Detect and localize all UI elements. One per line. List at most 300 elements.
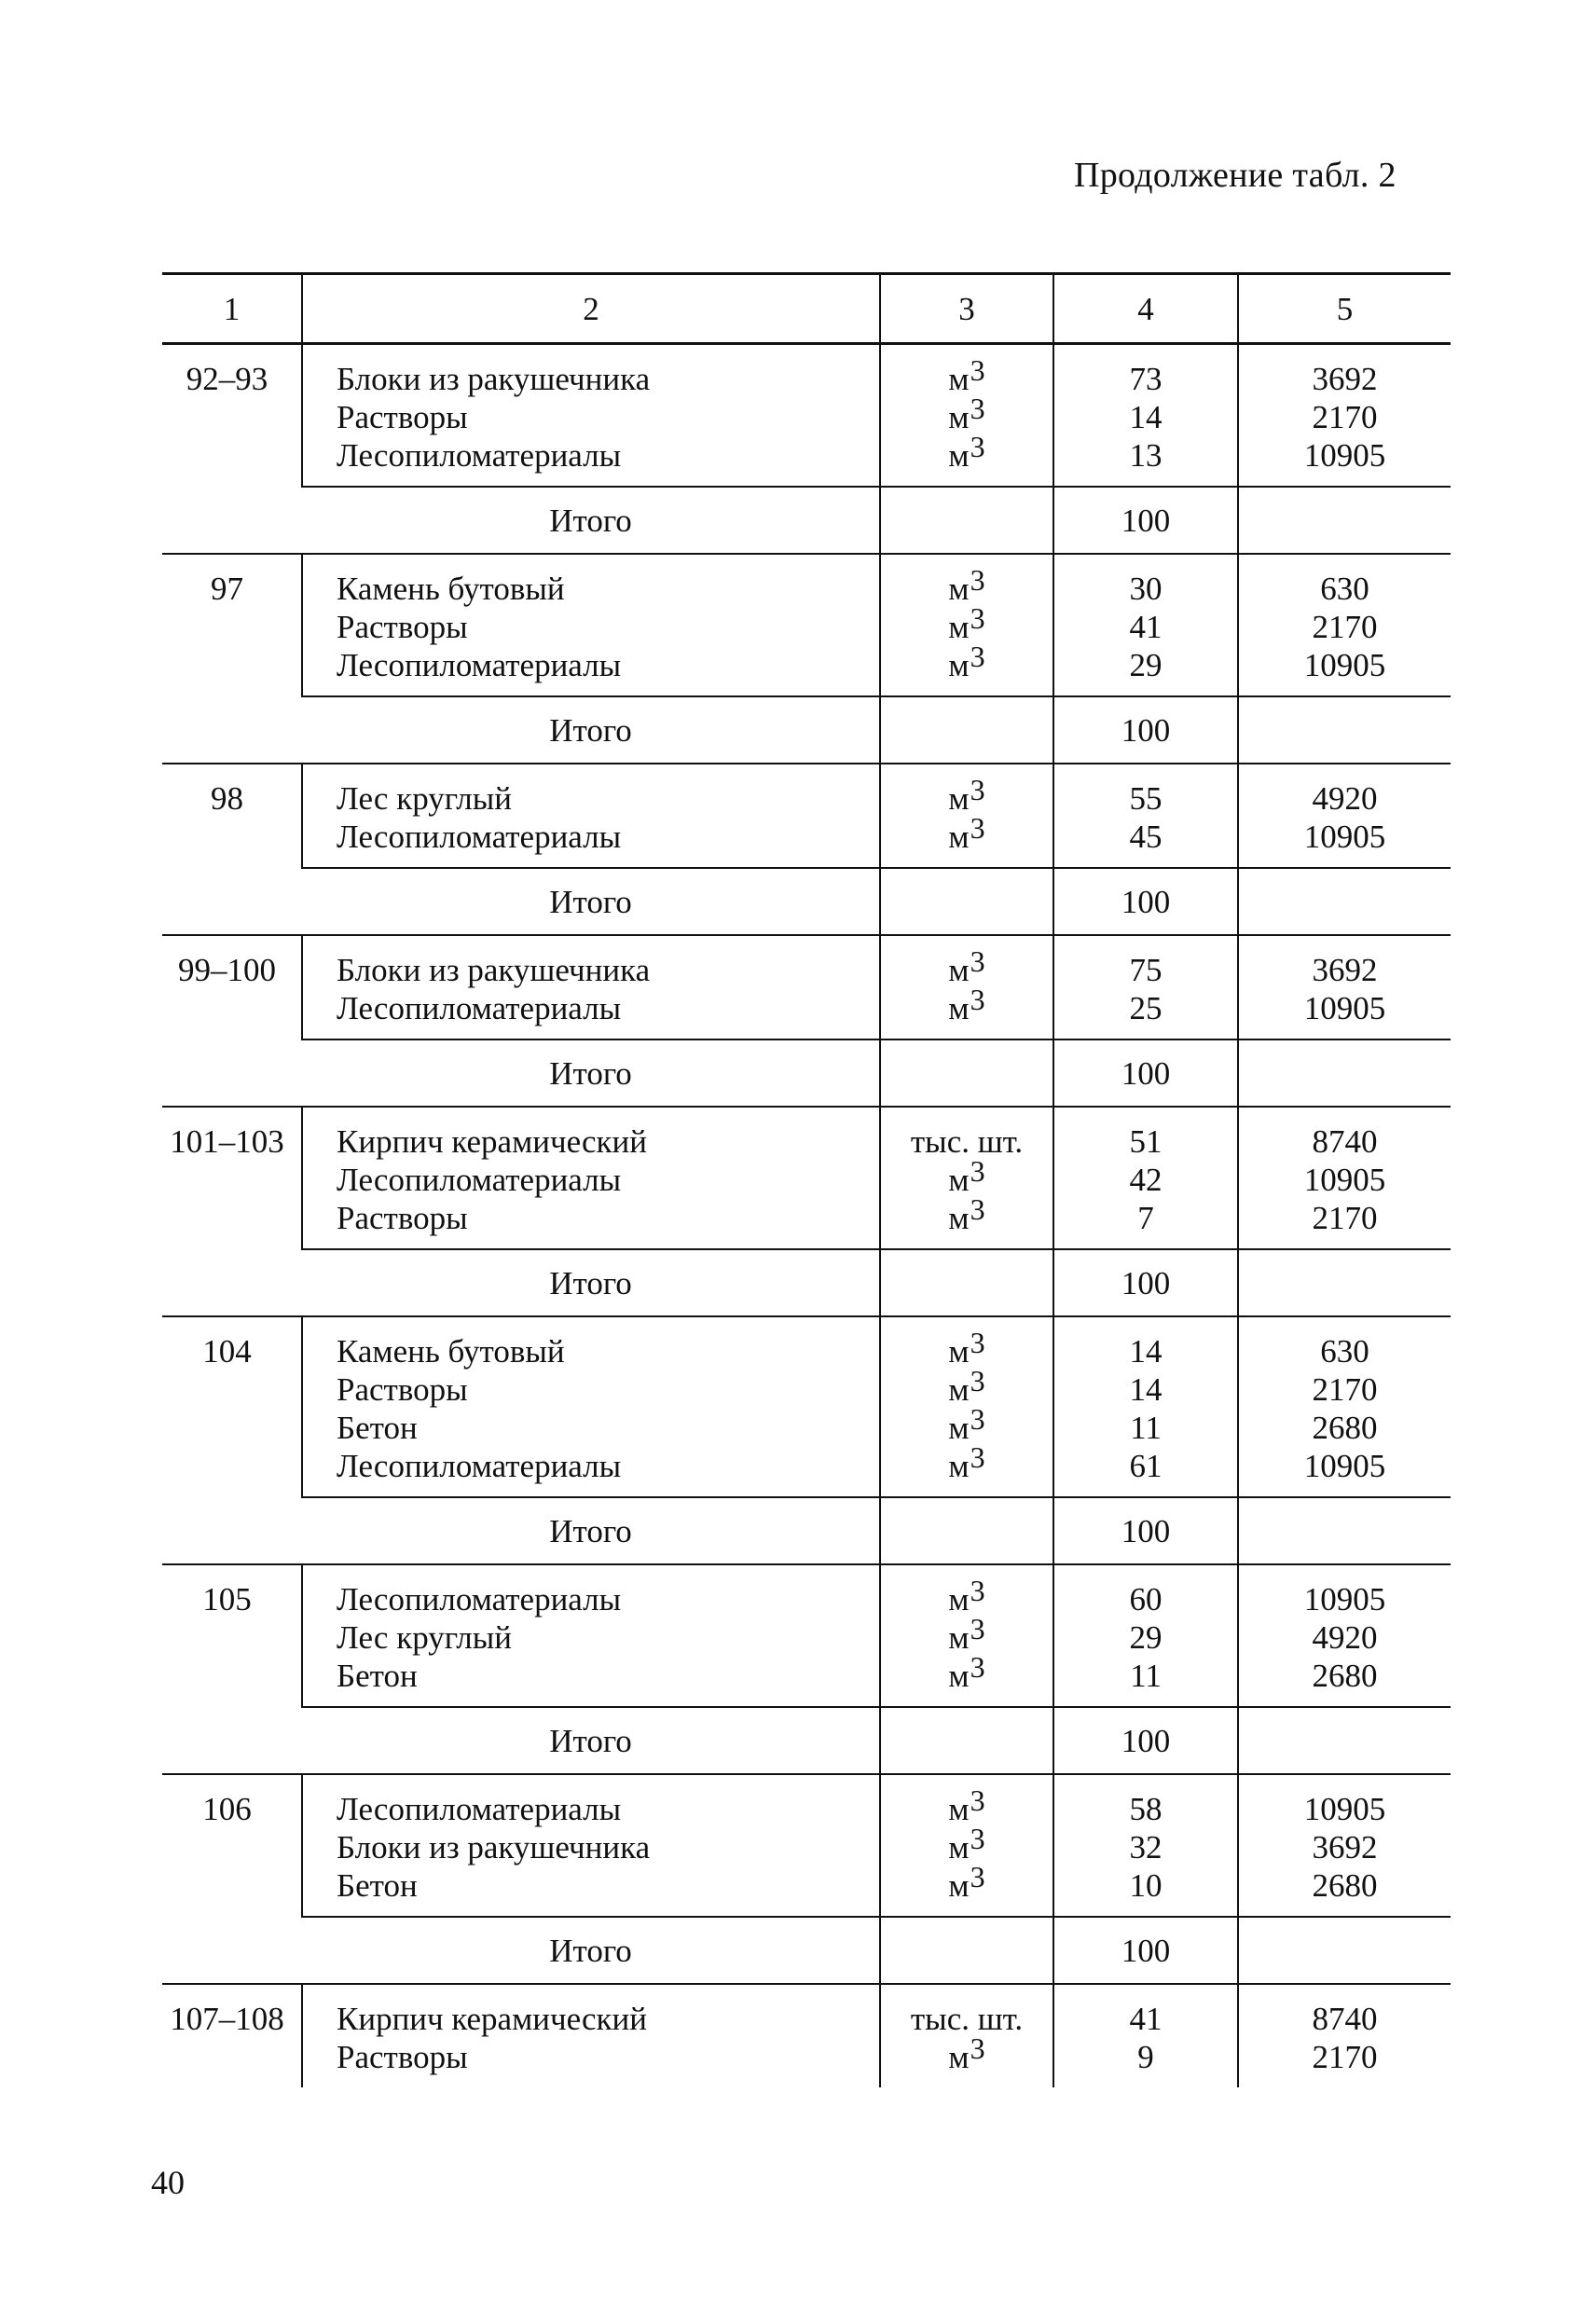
group-items-row <box>162 1984 1451 2087</box>
total-value: 100 <box>1053 868 1238 935</box>
material-name <box>337 1866 879 1905</box>
share-percent <box>1054 2038 1237 2076</box>
price-text: 2170 <box>1312 1200 1378 1236</box>
material-name-text: Бетон <box>337 1658 418 1694</box>
unit-exponent: 3 <box>970 353 985 387</box>
share-percent-text: 32 <box>1129 1829 1163 1866</box>
total-value: 100 <box>1053 1039 1238 1107</box>
total-value: 100 <box>1053 1707 1238 1774</box>
material-name-text: Лесопиломатериалы <box>337 1581 622 1618</box>
group-number-text: 101–103 <box>170 1123 284 1160</box>
unit-exponent: 3 <box>970 1612 985 1645</box>
price-text: 3692 <box>1312 952 1378 988</box>
unit-exponent: 3 <box>970 1402 985 1436</box>
header-cell: 3 <box>880 274 1053 344</box>
unit-exponent: 3 <box>970 1440 985 1474</box>
group-items-row <box>162 935 1451 1039</box>
material-name-text: Растворы <box>337 2039 468 2075</box>
material-name <box>337 1409 879 1447</box>
share-percent-cell <box>1053 554 1238 696</box>
unit <box>881 2000 1053 2038</box>
share-percent-cell <box>1053 1984 1238 2087</box>
total-label: Итого <box>302 1039 880 1107</box>
price-text: 630 <box>1320 571 1369 607</box>
price-text: 2170 <box>1312 399 1378 435</box>
material-name <box>337 1657 879 1695</box>
group-number <box>162 1316 302 1564</box>
share-percent-text: 30 <box>1129 571 1163 607</box>
price-cell <box>1238 1774 1451 1917</box>
price <box>1239 818 1451 856</box>
unit-text: тыс. шт. <box>910 1123 1024 1160</box>
material-name-text: Растворы <box>337 1371 468 1408</box>
unit-text: м <box>948 1448 970 1484</box>
price-text: 10905 <box>1303 1791 1386 1827</box>
share-percent-text: 14 <box>1129 399 1163 435</box>
unit <box>881 1122 1053 1161</box>
material-name <box>337 1618 879 1657</box>
material-name-cell <box>302 935 880 1039</box>
price-text: 2680 <box>1312 1658 1378 1694</box>
price <box>1239 436 1451 475</box>
price <box>1239 1866 1451 1905</box>
material-name-text: Лесопиломатериалы <box>337 990 622 1026</box>
unit <box>881 1612 1053 1657</box>
price <box>1239 951 1451 989</box>
price-cell <box>1238 344 1451 488</box>
unit-text: м <box>948 952 970 988</box>
group-number-text: 106 <box>202 1791 252 1827</box>
price <box>1239 1161 1451 1199</box>
unit-text: м <box>948 609 970 645</box>
unit <box>881 944 1053 989</box>
material-name <box>337 989 879 1027</box>
share-percent-text: 25 <box>1129 990 1163 1026</box>
unit <box>881 773 1053 818</box>
share-percent <box>1054 1199 1237 1237</box>
share-percent-text: 45 <box>1129 819 1163 855</box>
material-name <box>337 1828 879 1866</box>
price-text: 2170 <box>1312 609 1378 645</box>
price-text: 10905 <box>1303 437 1386 474</box>
share-percent <box>1054 1828 1237 1866</box>
unit <box>881 430 1053 475</box>
materials-table <box>162 272 1451 2087</box>
share-percent-text: 75 <box>1129 952 1163 988</box>
total-unit-empty <box>880 1039 1053 1107</box>
group-number <box>162 1774 302 1984</box>
share-percent-cell <box>1053 935 1238 1039</box>
share-percent-text: 51 <box>1129 1123 1163 1160</box>
total-value: 100 <box>1053 487 1238 554</box>
price <box>1239 1790 1451 1828</box>
material-name-text: Растворы <box>337 1200 468 1236</box>
material-name-text: Блоки из ракушечника <box>337 361 651 397</box>
share-percent <box>1054 1161 1237 1199</box>
total-label: Итого <box>302 1707 880 1774</box>
share-percent <box>1054 1122 1237 1161</box>
group-total-row <box>162 1707 1451 1774</box>
share-percent-text: 7 <box>1137 1200 1154 1236</box>
total-price-empty <box>1238 1039 1451 1107</box>
unit-exponent: 3 <box>970 811 985 845</box>
share-percent-text: 61 <box>1129 1448 1163 1484</box>
total-value: 100 <box>1053 1917 1238 1984</box>
total-price-empty <box>1238 487 1451 554</box>
material-name <box>337 608 879 646</box>
price <box>1239 1409 1451 1447</box>
material-name-cell <box>302 344 880 488</box>
share-percent <box>1054 360 1237 398</box>
material-name <box>337 779 879 818</box>
group-number-text: 99–100 <box>178 952 276 988</box>
price-text: 2680 <box>1312 1867 1378 1904</box>
unit-text: м <box>948 1658 970 1694</box>
unit-text: м <box>948 1200 970 1236</box>
unit-cell <box>880 1564 1053 1707</box>
unit <box>881 1154 1053 1199</box>
share-percent <box>1054 570 1237 608</box>
share-percent <box>1054 1657 1237 1695</box>
total-price-empty <box>1238 1917 1451 1984</box>
material-name <box>337 1790 879 1828</box>
total-unit-empty <box>880 1497 1053 1564</box>
material-name <box>337 646 879 684</box>
unit-text: м <box>948 1162 970 1198</box>
share-percent <box>1054 646 1237 684</box>
material-name-text: Растворы <box>337 609 468 645</box>
group-number <box>162 935 302 1107</box>
total-unit-empty <box>880 487 1053 554</box>
material-name <box>337 436 879 475</box>
price-text: 2680 <box>1312 1410 1378 1446</box>
material-name <box>337 1199 879 1237</box>
material-name-text: Лесопиломатериалы <box>337 647 622 683</box>
material-name-text: Бетон <box>337 1867 418 1904</box>
group-items-row <box>162 1564 1451 1707</box>
total-label: Итого <box>302 1917 880 1984</box>
group-total-row <box>162 1497 1451 1564</box>
group-number <box>162 344 302 555</box>
unit-text: м <box>948 819 970 855</box>
group-number <box>162 1107 302 1316</box>
price-text: 8740 <box>1312 2001 1378 2037</box>
price-text: 10905 <box>1303 1162 1386 1198</box>
share-percent-cell <box>1053 344 1238 488</box>
unit-cell <box>880 1984 1053 2087</box>
price <box>1239 608 1451 646</box>
unit-cell <box>880 764 1053 868</box>
group-total-row <box>162 1917 1451 1984</box>
share-percent-text: 14 <box>1129 1333 1163 1370</box>
group-total-row <box>162 1249 1451 1316</box>
unit-cell <box>880 344 1053 488</box>
price-text: 10905 <box>1303 647 1386 683</box>
material-name <box>337 570 879 608</box>
unit-exponent: 3 <box>970 1783 985 1817</box>
share-percent-text: 55 <box>1129 780 1163 817</box>
group-total-row <box>162 1039 1451 1107</box>
group-number <box>162 764 302 935</box>
share-percent-text: 9 <box>1137 2039 1154 2075</box>
group-items-row <box>162 764 1451 868</box>
unit <box>881 2031 1053 2076</box>
total-value: 100 <box>1053 1497 1238 1564</box>
group-total-row <box>162 868 1451 935</box>
total-unit-empty <box>880 696 1053 764</box>
group-total-row <box>162 696 1451 764</box>
unit-exponent: 3 <box>970 1364 985 1397</box>
unit <box>881 1364 1053 1409</box>
share-percent-text: 73 <box>1129 361 1163 397</box>
group-total-row <box>162 487 1451 554</box>
share-percent-text: 11 <box>1130 1410 1162 1446</box>
share-percent-cell <box>1053 1774 1238 1917</box>
share-percent <box>1054 1370 1237 1409</box>
group-number-text: 97 <box>211 571 243 607</box>
unit-text: м <box>948 571 970 607</box>
material-name-text: Лесопиломатериалы <box>337 1791 622 1827</box>
share-percent <box>1054 779 1237 818</box>
unit <box>881 1783 1053 1828</box>
material-name <box>337 360 879 398</box>
unit-exponent: 3 <box>970 773 985 806</box>
group-items-row <box>162 554 1451 696</box>
price <box>1239 1657 1451 1695</box>
total-price-empty <box>1238 696 1451 764</box>
price <box>1239 779 1451 818</box>
share-percent-text: 29 <box>1129 647 1163 683</box>
unit-exponent: 3 <box>970 1192 985 1226</box>
group-items-row <box>162 344 1451 488</box>
share-percent <box>1054 436 1237 475</box>
material-name-text: Кирпич керамический <box>337 2001 647 2037</box>
unit-cell <box>880 554 1053 696</box>
unit-text: м <box>948 437 970 474</box>
unit <box>881 353 1053 398</box>
share-percent <box>1054 1866 1237 1905</box>
table-body <box>162 344 1451 2088</box>
material-name-text: Лесопиломатериалы <box>337 1162 622 1198</box>
group-number-text: 92–93 <box>186 361 268 397</box>
unit-exponent: 3 <box>970 1650 985 1684</box>
price-text: 2170 <box>1312 1371 1378 1408</box>
share-percent-text: 10 <box>1129 1867 1163 1904</box>
material-name-text: Кирпич керамический <box>337 1123 647 1160</box>
group-number <box>162 1564 302 1774</box>
share-percent <box>1054 1618 1237 1657</box>
group-number-text: 105 <box>202 1581 252 1618</box>
total-price-empty <box>1238 1249 1451 1316</box>
unit <box>881 1326 1053 1370</box>
price <box>1239 1122 1451 1161</box>
total-unit-empty <box>880 1917 1053 1984</box>
price <box>1239 1199 1451 1237</box>
unit-cell <box>880 935 1053 1039</box>
price-cell <box>1238 1107 1451 1249</box>
price-cell <box>1238 764 1451 868</box>
total-unit-empty <box>880 1249 1053 1316</box>
share-percent-text: 60 <box>1129 1581 1163 1618</box>
total-label: Итого <box>302 1497 880 1564</box>
share-percent-cell <box>1053 764 1238 868</box>
material-name <box>337 2000 879 2038</box>
total-price-empty <box>1238 1497 1451 1564</box>
price-cell <box>1238 1564 1451 1707</box>
header-cell: 4 <box>1053 274 1238 344</box>
price <box>1239 1447 1451 1485</box>
group-number-text: 107–108 <box>170 2001 284 2037</box>
group-items-row <box>162 1774 1451 1917</box>
unit-text: м <box>948 1619 970 1656</box>
unit <box>881 1440 1053 1485</box>
unit <box>881 1574 1053 1618</box>
price <box>1239 2000 1451 2038</box>
unit-text: м <box>948 1791 970 1827</box>
material-name-text: Лесопиломатериалы <box>337 1448 622 1484</box>
total-price-empty <box>1238 868 1451 935</box>
material-name-text: Блоки из ракушечника <box>337 952 651 988</box>
share-percent <box>1054 1790 1237 1828</box>
unit <box>881 811 1053 856</box>
total-label: Итого <box>302 696 880 764</box>
share-percent-cell <box>1053 1316 1238 1497</box>
unit-exponent: 3 <box>970 1326 985 1359</box>
price-text: 10905 <box>1303 990 1386 1026</box>
price <box>1239 1618 1451 1657</box>
price <box>1239 1332 1451 1370</box>
unit-text: м <box>948 1581 970 1618</box>
share-percent <box>1054 608 1237 646</box>
price-text: 10905 <box>1303 1581 1386 1618</box>
material-name-text: Лес круглый <box>337 1619 513 1656</box>
total-label: Итого <box>302 868 880 935</box>
share-percent-text: 14 <box>1129 1371 1163 1408</box>
share-percent-text: 58 <box>1129 1791 1163 1827</box>
unit-exponent: 3 <box>970 601 985 635</box>
share-percent-text: 29 <box>1129 1619 1163 1656</box>
price-text: 4920 <box>1312 1619 1378 1656</box>
price-text: 4920 <box>1312 780 1378 817</box>
price-text: 2170 <box>1312 2039 1378 2075</box>
price <box>1239 1580 1451 1618</box>
share-percent <box>1054 818 1237 856</box>
material-name-text: Бетон <box>337 1410 418 1446</box>
material-name-cell <box>302 1316 880 1497</box>
unit <box>881 601 1053 646</box>
price <box>1239 360 1451 398</box>
unit-text: м <box>948 1371 970 1408</box>
group-number <box>162 1984 302 2087</box>
unit-text: м <box>948 361 970 397</box>
unit <box>881 1860 1053 1905</box>
price-text: 630 <box>1320 1333 1369 1370</box>
total-price-empty <box>1238 1707 1451 1774</box>
price-text: 3692 <box>1312 1829 1378 1866</box>
material-name <box>337 1580 879 1618</box>
share-percent-text: 41 <box>1129 2001 1163 2037</box>
material-name-cell <box>302 1774 880 1917</box>
price-text: 8740 <box>1312 1123 1378 1160</box>
price-cell <box>1238 935 1451 1039</box>
material-name <box>337 1447 879 1485</box>
unit-text: м <box>948 780 970 817</box>
material-name-cell <box>302 1984 880 2087</box>
material-name-text: Камень бутовый <box>337 571 565 607</box>
total-value: 100 <box>1053 1249 1238 1316</box>
price <box>1239 1828 1451 1866</box>
table-caption: Продолжение табл. 2 <box>1074 156 1396 195</box>
total-label: Итого <box>302 1249 880 1316</box>
unit <box>881 1192 1053 1237</box>
share-percent-cell <box>1053 1107 1238 1249</box>
total-value: 100 <box>1053 696 1238 764</box>
price <box>1239 646 1451 684</box>
material-name-text: Растворы <box>337 399 468 435</box>
unit-text: м <box>948 1829 970 1866</box>
share-percent <box>1054 1409 1237 1447</box>
unit-text: м <box>948 1867 970 1904</box>
unit-exponent: 3 <box>970 430 985 463</box>
unit-exponent: 3 <box>970 983 985 1016</box>
share-percent <box>1054 398 1237 436</box>
share-percent <box>1054 989 1237 1027</box>
unit-exponent: 3 <box>970 1574 985 1607</box>
price <box>1239 398 1451 436</box>
share-percent-text: 11 <box>1130 1658 1162 1694</box>
unit-exponent: 3 <box>970 1154 985 1188</box>
page-number: 40 <box>151 2164 185 2201</box>
material-name-text: Лесопиломатериалы <box>337 437 622 474</box>
material-name <box>337 1332 879 1370</box>
material-name-cell <box>302 1107 880 1249</box>
group-number <box>162 554 302 764</box>
material-name <box>337 818 879 856</box>
unit-text: м <box>948 990 970 1026</box>
price <box>1239 989 1451 1027</box>
unit-cell <box>880 1316 1053 1497</box>
table-header-row <box>162 274 1451 344</box>
material-name-cell <box>302 764 880 868</box>
unit-text: м <box>948 647 970 683</box>
material-name <box>337 1161 879 1199</box>
price-cell <box>1238 554 1451 696</box>
share-percent <box>1054 951 1237 989</box>
unit <box>881 640 1053 684</box>
unit-text: м <box>948 2039 970 2075</box>
unit-exponent: 3 <box>970 2031 985 2065</box>
material-name <box>337 1122 879 1161</box>
total-unit-empty <box>880 1707 1053 1774</box>
material-name-text: Лесопиломатериалы <box>337 819 622 855</box>
price-text: 10905 <box>1303 819 1386 855</box>
share-percent <box>1054 1580 1237 1618</box>
unit-exponent: 3 <box>970 1822 985 1855</box>
total-label: Итого <box>302 487 880 554</box>
total-unit-empty <box>880 868 1053 935</box>
unit-exponent: 3 <box>970 944 985 978</box>
material-name-cell <box>302 554 880 696</box>
share-percent-cell <box>1053 1564 1238 1707</box>
unit <box>881 1650 1053 1695</box>
unit <box>881 1402 1053 1447</box>
price-cell <box>1238 1984 1451 2087</box>
share-percent <box>1054 2000 1237 2038</box>
unit-cell <box>880 1774 1053 1917</box>
share-percent-text: 13 <box>1129 437 1163 474</box>
price-cell <box>1238 1316 1451 1497</box>
unit <box>881 983 1053 1027</box>
